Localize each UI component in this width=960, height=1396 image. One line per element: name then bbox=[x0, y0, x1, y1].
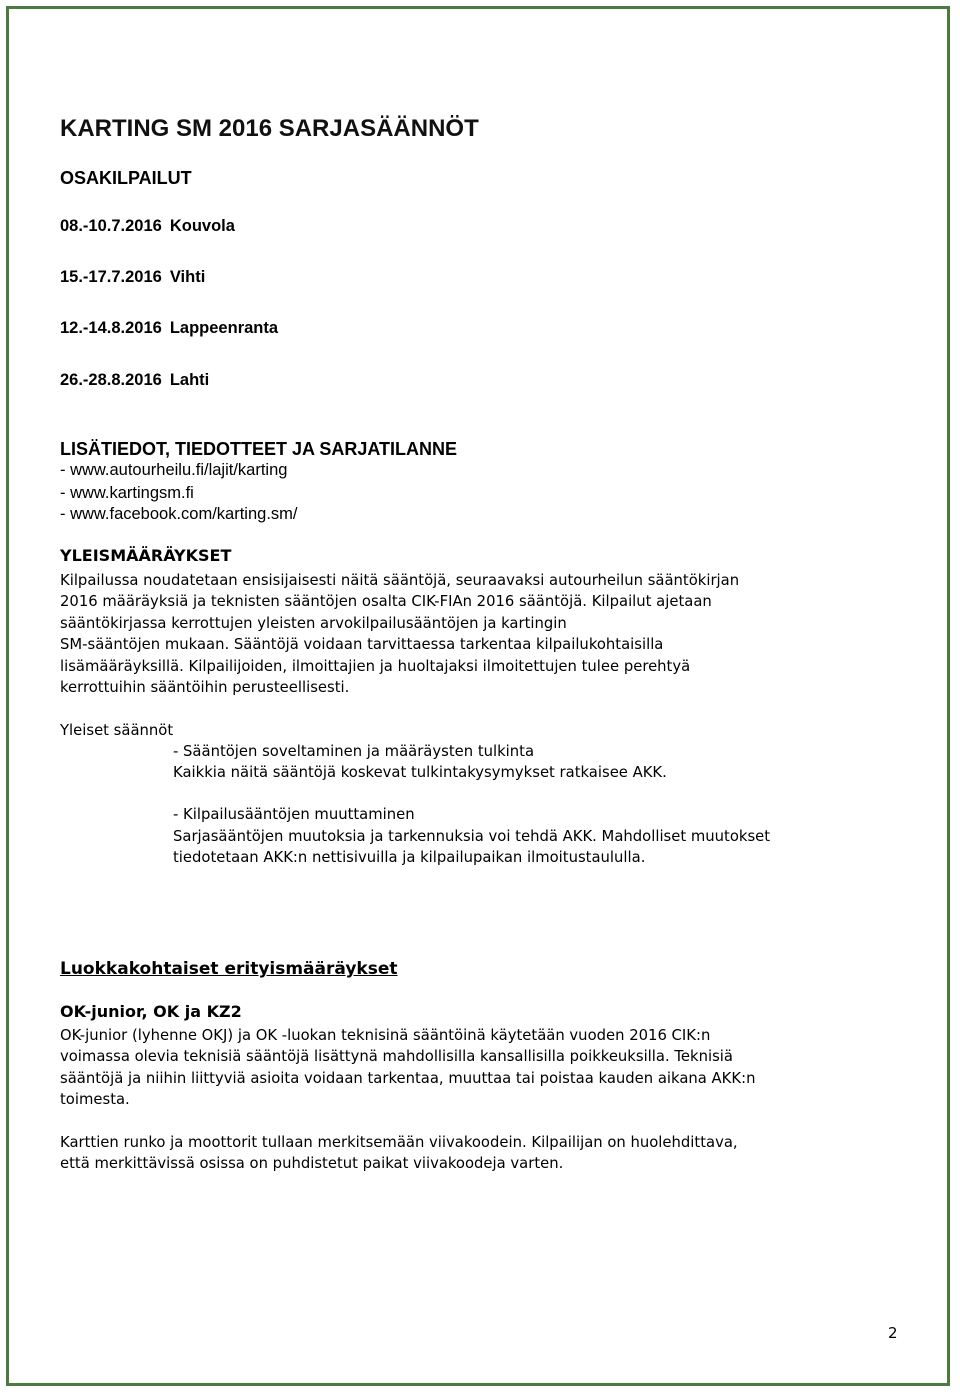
paragraph-line: 2016 määräyksiä ja teknisten sääntöjen osalta CIK-FIAn 2016 sääntöjä. Kilpailut ajetaan bbox=[60, 593, 712, 610]
paragraph-line: kerrottuihin sääntöihin perusteellisesti. bbox=[60, 679, 350, 696]
paragraph-line: SM-sääntöjen mukaan. Sääntöjä voidaan tarvittaessa tarkentaa kilpailukohtaisilla bbox=[60, 636, 664, 653]
document-title: KARTING SM 2016 SARJASÄÄNNÖT bbox=[60, 115, 479, 142]
rule-line: Sarjasääntöjen muutoksia ja tarkennuksia voi tehdä AKK. Mahdolliset muutokset bbox=[173, 828, 771, 845]
event-row bbox=[60, 268, 205, 287]
rule-line: - Kilpailusääntöjen muuttaminen bbox=[173, 806, 415, 823]
yleismaaraykset-heading: YLEISMÄÄRÄYKSET bbox=[60, 546, 232, 565]
yleiset-saannot-label: Yleiset säännöt bbox=[60, 722, 174, 739]
paragraph-line: sääntökirjassa kerrottujen yleisten arvokilpailusääntöjen ja kartingin bbox=[60, 615, 567, 632]
page-number: 2 bbox=[888, 1324, 898, 1342]
info-link[interactable]: - www.facebook.com/karting.sm/ bbox=[60, 505, 298, 523]
event-place: Vihti bbox=[169, 268, 206, 286]
osakilpailut-heading: OSAKILPAILUT bbox=[60, 168, 192, 188]
info-link[interactable]: - www.autourheilu.fi/lajit/karting bbox=[60, 461, 288, 479]
event-place: Kouvola bbox=[169, 217, 235, 235]
rule-line: - Sääntöjen soveltaminen ja määräysten tulkinta bbox=[173, 743, 535, 760]
event-row bbox=[60, 217, 235, 236]
lisatiedot-heading: LISÄTIEDOT, TIEDOTTEET JA SARJATILANNE bbox=[60, 439, 458, 459]
info-link[interactable]: - www.kartingsm.fi bbox=[60, 484, 194, 502]
paragraph-line: Karttien runko ja moottorit tullaan merkitsemään viivakoodein. Kilpailijan on huolehdittava, bbox=[60, 1134, 738, 1151]
luokkakohtaiset-heading: Luokkakohtaiset erityismääräykset bbox=[60, 959, 398, 979]
rule-line: Kaikkia näitä sääntöjä koskevat tulkintakysymykset ratkaisee AKK. bbox=[173, 764, 667, 781]
event-row bbox=[60, 371, 209, 390]
event-dates: 26.-28.8.2016 bbox=[60, 371, 162, 389]
paragraph-line: OK-junior (lyhenne OKJ) ja OK -luokan teknisinä sääntöinä käytetään vuoden 2016 CIK:n bbox=[60, 1027, 711, 1044]
paragraph-line: että merkittävissä osissa on puhdistetut paikat viivakoodeja varten. bbox=[60, 1155, 564, 1172]
paragraph-line: Kilpailussa noudatetaan ensisijaisesti näitä sääntöjä, seuraavaksi autourheilun sääntökirjan bbox=[60, 572, 740, 589]
paragraph-line: lisämääräyksillä. Kilpailijoiden, ilmoittajien ja huoltajaksi ilmoitettujen tulee perehtyä bbox=[60, 658, 691, 675]
event-row bbox=[60, 319, 278, 338]
paragraph-line: toimesta. bbox=[60, 1091, 130, 1108]
paragraph-line: sääntöjä ja niihin liittyviä asioita voidaan tarkentaa, muuttaa tai poistaa kauden aikana AKK:n bbox=[60, 1070, 756, 1087]
event-place: Lahti bbox=[169, 371, 210, 389]
event-dates: 15.-17.7.2016 bbox=[60, 268, 162, 286]
event-place: Lappeenranta bbox=[169, 319, 279, 337]
rule-line: tiedotetaan AKK:n nettisivuilla ja kilpailupaikan ilmoitustaululla. bbox=[173, 849, 646, 866]
event-dates: 12.-14.8.2016 bbox=[60, 319, 162, 337]
class-subheading: OK-junior, OK ja KZ2 bbox=[60, 1002, 242, 1021]
paragraph-line: voimassa olevia teknisiä sääntöjä lisättynä mahdollisilla kansallisilla poikkeuksilla. Teknisiä bbox=[60, 1048, 733, 1065]
event-dates: 08.-10.7.2016 bbox=[60, 217, 162, 235]
